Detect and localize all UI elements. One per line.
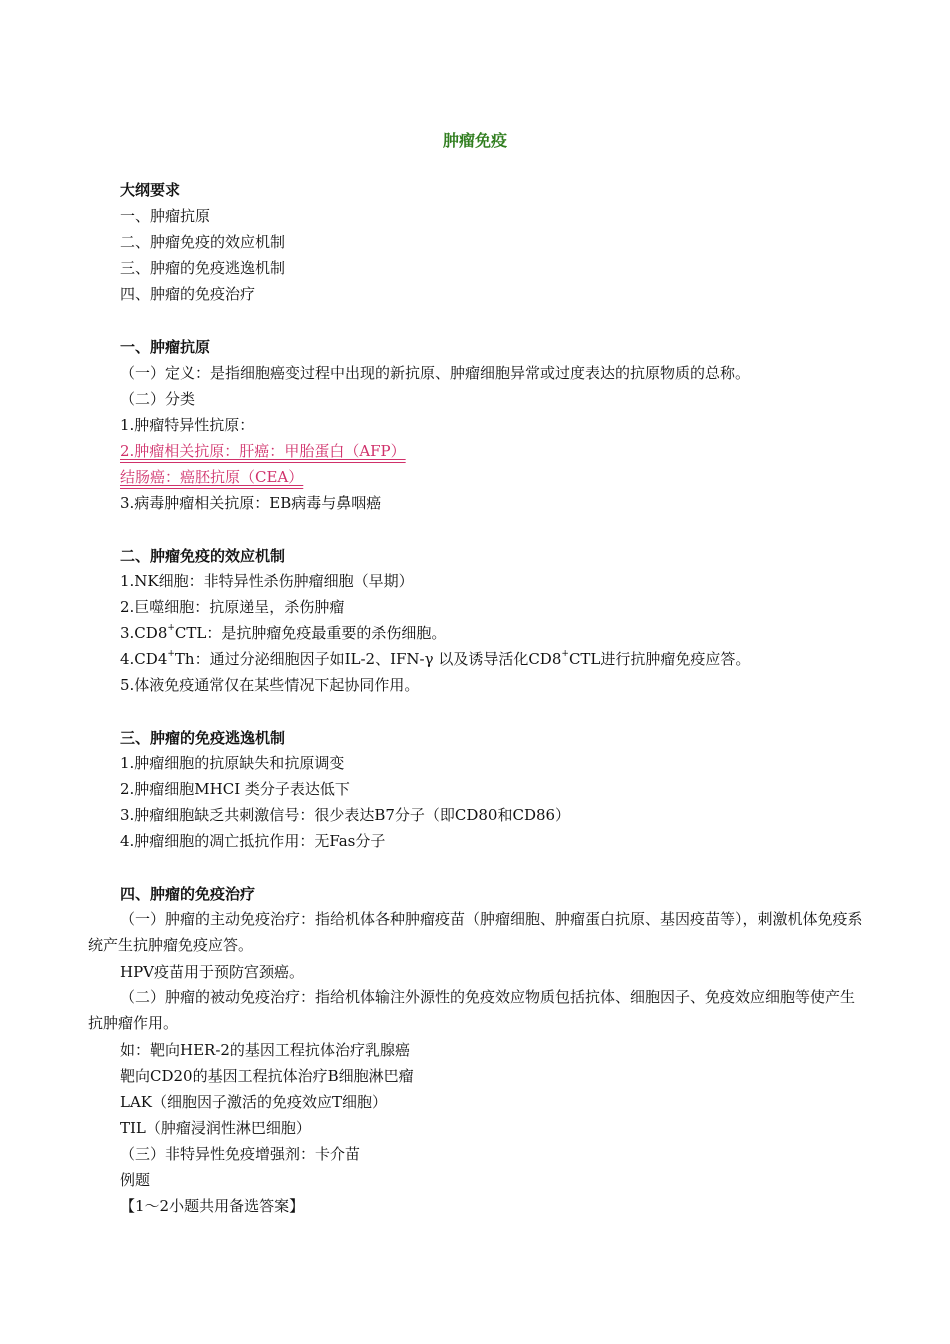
page-title: 肿瘤免疫 xyxy=(442,131,507,150)
superscript: + xyxy=(561,649,569,659)
highlighted-list-item: 结肠癌：癌胚抗原（CEA） xyxy=(120,468,304,486)
outline-heading: 大纲要求 xyxy=(120,181,181,199)
outline-item: 二、肿瘤免疫的效应机制 xyxy=(120,233,286,251)
example-heading: 例题 xyxy=(120,1171,151,1189)
example-line: LAK（细胞因子激活的免疫效应T细胞） xyxy=(120,1093,388,1111)
paragraph-line: HPV疫苗用于预防宫颈癌。 xyxy=(120,963,305,981)
list-item xyxy=(120,648,750,670)
superscript: + xyxy=(167,649,175,659)
section-heading: 三、肿瘤的免疫逃逸机制 xyxy=(120,729,286,747)
list-item: 2.肿瘤细胞MHCⅠ 类分子表达低下 xyxy=(120,780,350,798)
list-item: 1.肿瘤细胞的抗原缺失和抗原调变 xyxy=(120,754,345,772)
text-fragment: Th：通过分泌细胞因子如IL-2、IFN-γ 以及诱导活化CD8 xyxy=(174,650,562,668)
list-item: 5.体液免疫通常仅在某些情况下起协同作用。 xyxy=(120,676,420,694)
superscript: + xyxy=(167,623,175,633)
outline-item: 三、肿瘤的免疫逃逸机制 xyxy=(120,259,286,277)
paragraph-passive-immunotherapy: （二）肿瘤的被动免疫治疗：指给机体输注外源性的免疫效应物质包括抗体、细胞因子、免疫效应细胞等使产生抗肿瘤作用。 xyxy=(88,988,856,1032)
outline-item: 四、肿瘤的免疫治疗 xyxy=(120,285,256,303)
example-line: 靶向CD20的基因工程抗体治疗B细胞淋巴瘤 xyxy=(120,1067,414,1085)
example-line: 如：靶向HER-2的基因工程抗体治疗乳腺癌 xyxy=(120,1041,410,1059)
list-item: 3.病毒肿瘤相关抗原：EB病毒与鼻咽癌 xyxy=(120,494,382,512)
text-fragment: 4.CD4 xyxy=(120,650,168,668)
paragraph-active-immunotherapy: （一）肿瘤的主动免疫治疗：指给机体各种肿瘤疫苗（肿瘤细胞、肿瘤蛋白抗原、基因疫苗等），刺激机体免疫系统产生抗肿瘤免疫应答。 xyxy=(88,910,863,954)
list-item: 4.肿瘤细胞的凋亡抵抗作用：无Fas分子 xyxy=(120,832,386,850)
section-heading: 二、肿瘤免疫的效应机制 xyxy=(120,547,286,565)
paragraph-line: （三）非特异性免疫增强剂：卡介苗 xyxy=(120,1145,361,1163)
text-fragment: CTL：是抗肿瘤免疫最重要的杀伤细胞。 xyxy=(174,624,447,642)
section-heading: 一、肿瘤抗原 xyxy=(120,338,211,356)
highlighted-list-item: 2.肿瘤相关抗原：肝癌：甲胎蛋白（AFP） xyxy=(120,442,406,460)
question-group-label: 【1～2小题共用备选答案】 xyxy=(120,1197,305,1215)
section-heading: 四、肿瘤的免疫治疗 xyxy=(120,885,256,903)
list-item: 1.NK细胞：非特异性杀伤肿瘤细胞（早期） xyxy=(120,572,414,590)
list-item: 3.肿瘤细胞缺乏共刺激信号：很少表达B7分子（即CD80和CD86） xyxy=(120,806,571,824)
list-item: 2.巨噬细胞：抗原递呈，杀伤肿瘤 xyxy=(120,598,345,616)
example-line: TIL（肿瘤浸润性淋巴细胞） xyxy=(120,1119,311,1137)
list-item xyxy=(120,622,446,644)
list-item: 1.肿瘤特异性抗原： xyxy=(120,416,255,434)
text-fragment: 3.CD8 xyxy=(120,624,168,642)
definition-text: （一）定义：是指细胞癌变过程中出现的新抗原、肿瘤细胞异常或过度表达的抗原物质的总称。 xyxy=(120,364,751,382)
outline-item: 一、肿瘤抗原 xyxy=(120,207,211,225)
text-fragment: CTL进行抗肿瘤免疫应答。 xyxy=(568,650,751,668)
classification-label: （二）分类 xyxy=(120,390,196,408)
